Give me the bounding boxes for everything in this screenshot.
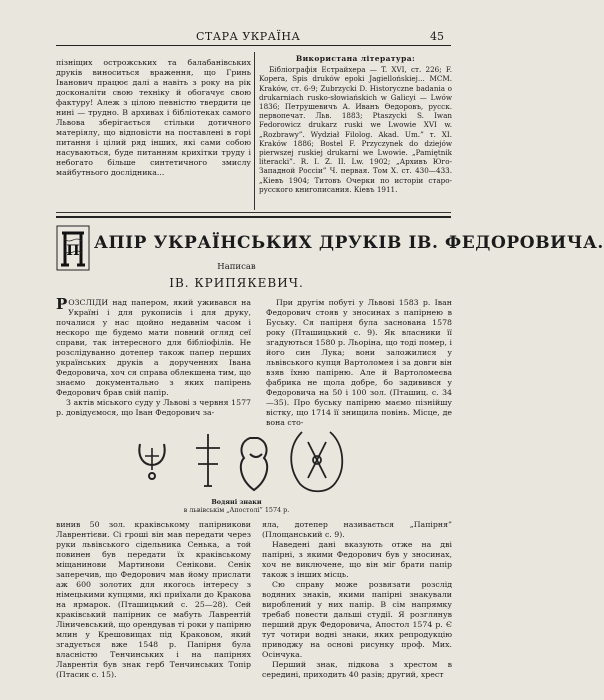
previous-article-ending bbox=[56, 58, 251, 178]
bibliography-title: Використана література: bbox=[295, 54, 416, 63]
initial-letter: П bbox=[66, 243, 80, 259]
column-divider bbox=[254, 52, 255, 210]
header-rule bbox=[56, 45, 451, 46]
watermark-shield bbox=[241, 438, 267, 490]
page-number: 45 bbox=[430, 30, 444, 43]
paragraph: Наведені дані вказують отже на дві папірні, з якими Федорович був у зносинах, хоч не виключене, що він міг брати папір також з інших місць. bbox=[262, 540, 452, 579]
drop-cap: Р bbox=[56, 295, 68, 313]
article-column-right bbox=[266, 298, 452, 428]
section-rule-thin bbox=[56, 212, 451, 213]
paragraph: винив 50 зол. краківському папірникови Лаврентієви. Сі гроші він мав передати через руки львівського сідельника Сенька, а той повинен був передати їх краківському міщанинови Мартинови Сенікови. Сенік заперечив, що Федорович мав йому прислати аж 600 золотих для якогось інтересу з німецькими купцями, які приїхали до Кракова на ярмарок. (Пташицький с. 25—28). Сей краківський папірник се мабуть Лаврентій Ліничевський, що орендував ті роки у папірню млин у Крешовищах під Краковом, який згадується вже 1548 р. Папірня була власністю Тенчинських і на папірнях Лаврентія був знак герб Тенчинських Топір (Птасик с. 15). bbox=[56, 520, 251, 679]
paragraph: При другім побуті у Львові 1583 р. Іван Федорович стояв у зносинах з папірнею в Буську. Ся папірня була заснована 1578 року (Пташицький с. 9). Як власники її згадуються 1580 р. Льоріна, що тоді помер, і його син Лука; вони заложилися у львівського купця Вартоломея і за довги він взяв їхню папірню. Але й Вартоломеєва фабрика не щола добре, бо задивився у Федоровича на 50 і 100 зол. (Пташиц. с. 34—35). Про буську папірню маємо пізнійшу вістку, що 1714 її знищила повінь. Місце, де вона сто- bbox=[266, 298, 452, 427]
watermark-horseshoe-cross bbox=[139, 444, 164, 479]
figure-caption bbox=[0, 498, 473, 514]
article-column-right-bottom bbox=[262, 520, 452, 680]
previous-article-text: пізніщих острожських та балабанівських друків виноситься враження, що Гринь Іванович працює далі а навіть з року на рік досконаліти свою техніку й обогачує свою фактуру! Алеж з цілою певністю твердити це нині — трудно. В архивах і бібліотеках самого Львова зберігається стільки дотичного матеріялу, що відповісти на поставлені в горі питання і цілий ряд інших, які сами собою насуваються, буде питанням крихітки труду і небогато більше синтетичного змислу майбутнього дослідника... bbox=[56, 58, 251, 177]
figure-caption-subtitle: в львівськім „Апостолі” 1574 р. bbox=[183, 506, 290, 514]
author-name: ІВ. КРИПЯКЕВИЧ. bbox=[169, 276, 304, 290]
paragraph: яла, дотепер називається „Папірня” (Площанський с. 9). bbox=[262, 520, 452, 539]
article-column-left bbox=[56, 295, 251, 418]
article-title: АПІР УКРАЇНСЬКИХ ДРУКІВ ІВ. ФЕДОРОВИЧА. bbox=[94, 233, 604, 253]
bibliography-block bbox=[259, 54, 452, 194]
paragraph: З актів міського суду у Львові з червня 1577 р. довідуємося, що Іван Федорович за- bbox=[56, 398, 251, 417]
section-rule-thick bbox=[56, 216, 451, 218]
watermark-emblem-horns bbox=[291, 432, 342, 491]
paragraph: ОЗСЛІДИ над папером, який уживався на Україні і для рукописів і для друку, почалися у нас щойно недавнім часом і нескоро ще будемо мати повний огляд сеї справи, так інтересного для бібліофілів. Не розслідуванно дотепер також папер перших українських друків а дорученнях Івана Федоровича, хоч ся справа облекшена тим, що знаємо документально з яких папірень Федорович брав свій папір. bbox=[56, 298, 251, 397]
figure-caption-title: Водяні знаки bbox=[211, 498, 262, 506]
byline: Написав bbox=[217, 262, 256, 272]
paragraph: Сю справу може розвязати розслід водяних знаків, якими папірні знакували вироблений у них папір. В сім напрямку требаб повести дальші студії. Я розглянув перший друк Федоровича, Апостол 1574 р. Є тут чотири водні знаки, яких репродукцію приводжу на основі рисунку проф. Мих. Осінчука. bbox=[262, 580, 452, 659]
paragraph: Перший знак, підкова з хрестом в середині, приходить 40 разів; другий, хрест bbox=[262, 660, 452, 679]
watermark-figures bbox=[130, 424, 370, 496]
running-header-title: СТАРА УКРАЇНА bbox=[196, 30, 301, 43]
bibliography-text: Бібліографія Естрайхера — T. XVI, ст. 226; F. Kopera, Spis druków epoki Jagiellońskiej... MCM. Kraków, ст. 6-9; Zubrzycki D. Historyczne badania o drukarniach rusko-słowiańskich w Galicyi — Lwów 1836; Петрушевичъ А. Иванъ Өедоровъ, русск. первопечат. Льв. 1883; Ptaszycki S. Iwan Fedorowicz drukarz ruski we Lwowie XVI w. „Rozbrawy”. Wydział Filolog. Akad. Um.” т. XI. Kraków 1886; Bostel F. Przyczynek do dziejów pierwszej ruskiej drukarni we Lwowie. „Pamiętnik literacki”. R. I. Z. II. Lw. 1902; „Архивъ Юго-Западной Россіи” Ч. первая. Том X. ст. 430—433. „Кіевъ 1904; Титовъ Очерки по исторіи старо-русского книгописания. Кіевъ 1911. bbox=[259, 65, 452, 194]
article-column-left-bottom bbox=[56, 520, 251, 680]
watermark-cross bbox=[196, 434, 220, 486]
